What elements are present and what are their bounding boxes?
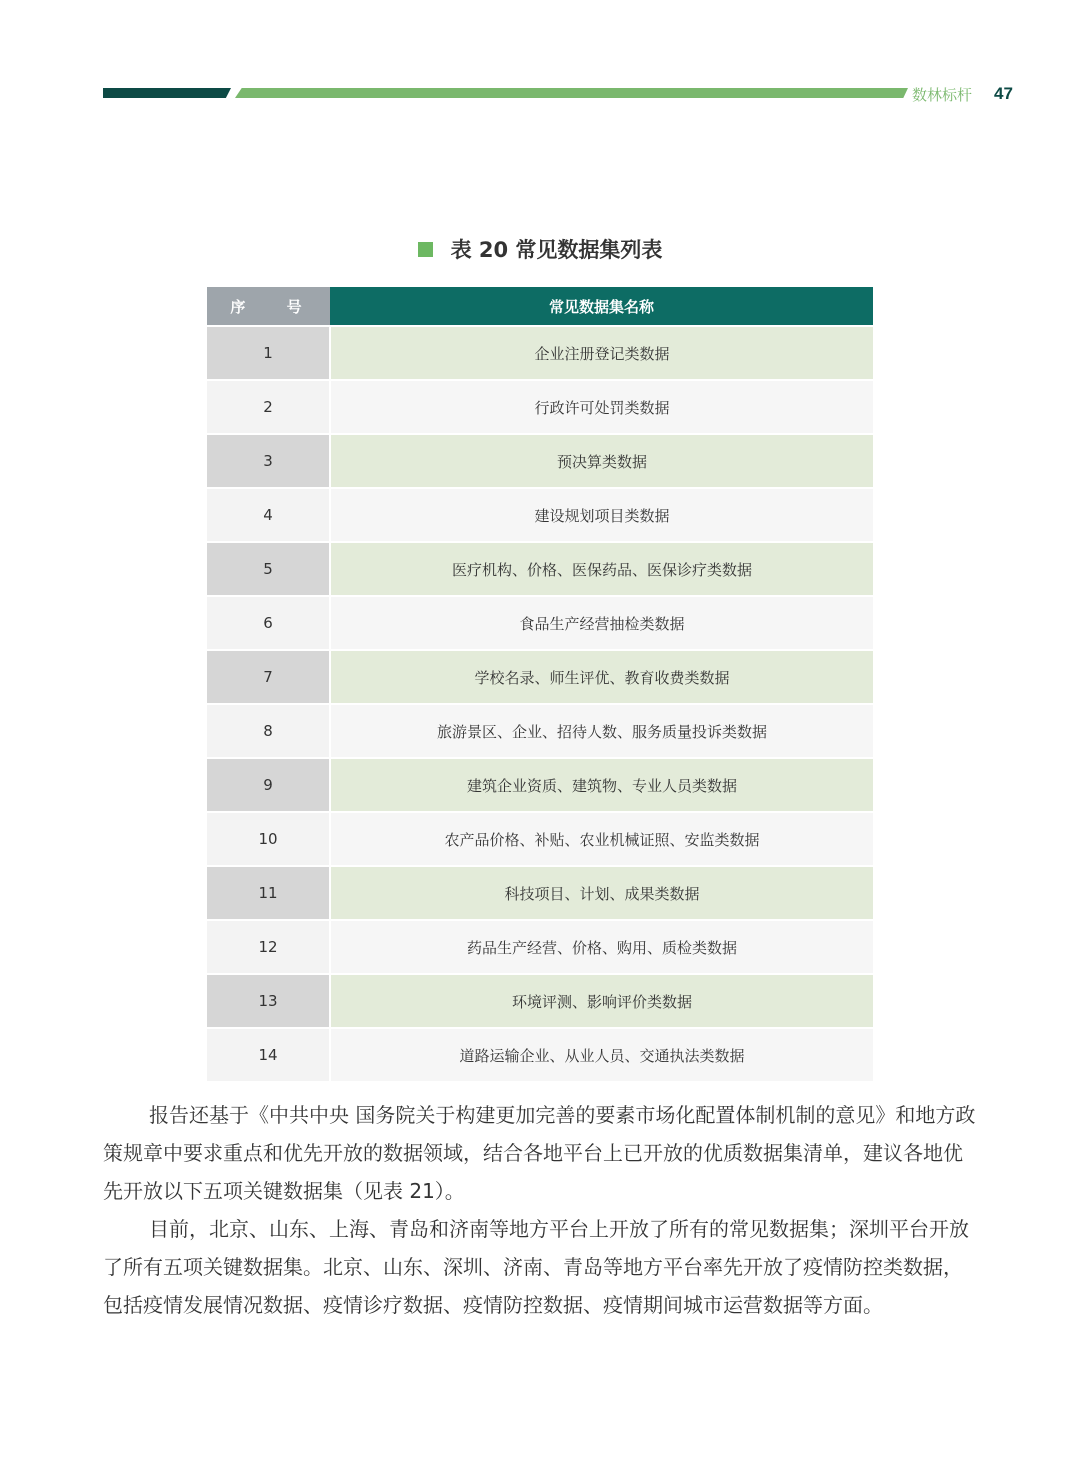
row-number: 9 bbox=[207, 758, 330, 812]
table-row bbox=[207, 326, 873, 380]
row-dataset-name: 医疗机构、价格、医保药品、医保诊疗类数据 bbox=[330, 542, 873, 596]
row-dataset-name: 农产品价格、补贴、农业机械证照、安监类数据 bbox=[330, 812, 873, 866]
row-dataset-name: 企业注册登记类数据 bbox=[330, 326, 873, 380]
row-number: 11 bbox=[207, 866, 330, 920]
row-dataset-name: 预决算类数据 bbox=[330, 434, 873, 488]
table-row bbox=[207, 434, 873, 488]
table-row bbox=[207, 704, 873, 758]
table-row bbox=[207, 380, 873, 434]
row-number: 7 bbox=[207, 650, 330, 704]
paragraph-2: 目前，北京、山东、上海、青岛和济南等地方平台上开放了所有的常见数据集；深圳平台开放了所有五项关键数据集。北京、山东、深圳、济南、青岛等地方平台率先开放了疫情防控类数据，包括疫情发展情况数据、疫情诊疗数据、疫情防控数据、疫情期间城市运营数据等方面。 bbox=[103, 1217, 969, 1317]
table-row bbox=[207, 542, 873, 596]
table-header-row bbox=[207, 287, 873, 326]
page-number: 47 bbox=[994, 84, 1013, 103]
row-dataset-name: 建筑企业资质、建筑物、专业人员类数据 bbox=[330, 758, 873, 812]
row-dataset-name: 旅游景区、企业、招待人数、服务质量投诉类数据 bbox=[330, 704, 873, 758]
table-row bbox=[207, 1028, 873, 1081]
header-decor-bar bbox=[103, 88, 908, 98]
dataset-table bbox=[207, 287, 873, 1081]
row-dataset-name: 食品生产经营抽检类数据 bbox=[330, 596, 873, 650]
table-row bbox=[207, 596, 873, 650]
paragraph-1: 报告还基于《中共中央 国务院关于构建更加完善的要素市场化配置体制机制的意见》和地方政策规章中要求重点和优先开放的数据领域，结合各地平台上已开放的优质数据集清单，建议各地优先开放以下五项关键数据集（见表 21）。 bbox=[103, 1103, 976, 1203]
column-header-number: 序 号 bbox=[207, 287, 330, 326]
table-row bbox=[207, 974, 873, 1028]
table-title-text: 表 20 常见数据集列表 bbox=[450, 238, 663, 262]
column-header-name: 常见数据集名称 bbox=[330, 287, 873, 326]
row-number: 5 bbox=[207, 542, 330, 596]
row-number: 8 bbox=[207, 704, 330, 758]
row-dataset-name: 道路运输企业、从业人员、交通执法类数据 bbox=[330, 1028, 873, 1081]
table-title bbox=[0, 234, 1080, 264]
table-row bbox=[207, 866, 873, 920]
header-bar-dark bbox=[103, 88, 231, 98]
row-number: 13 bbox=[207, 974, 330, 1028]
row-number: 6 bbox=[207, 596, 330, 650]
row-number: 1 bbox=[207, 326, 330, 380]
row-number: 3 bbox=[207, 434, 330, 488]
table-row bbox=[207, 920, 873, 974]
header-brand: 数林标杆 bbox=[912, 86, 973, 104]
row-dataset-name: 建设规划项目类数据 bbox=[330, 488, 873, 542]
header-bar-green bbox=[235, 88, 908, 98]
row-dataset-name: 药品生产经营、价格、购用、质检类数据 bbox=[330, 920, 873, 974]
row-number: 4 bbox=[207, 488, 330, 542]
row-number: 10 bbox=[207, 812, 330, 866]
table-row bbox=[207, 812, 873, 866]
row-dataset-name: 学校名录、师生评优、教育收费类数据 bbox=[330, 650, 873, 704]
title-square-icon bbox=[418, 242, 433, 257]
row-number: 14 bbox=[207, 1028, 330, 1081]
table-row bbox=[207, 650, 873, 704]
row-number: 2 bbox=[207, 380, 330, 434]
table-row bbox=[207, 758, 873, 812]
table-row bbox=[207, 488, 873, 542]
row-dataset-name: 环境评测、影响评价类数据 bbox=[330, 974, 873, 1028]
row-number: 12 bbox=[207, 920, 330, 974]
row-dataset-name: 科技项目、计划、成果类数据 bbox=[330, 866, 873, 920]
row-dataset-name: 行政许可处罚类数据 bbox=[330, 380, 873, 434]
